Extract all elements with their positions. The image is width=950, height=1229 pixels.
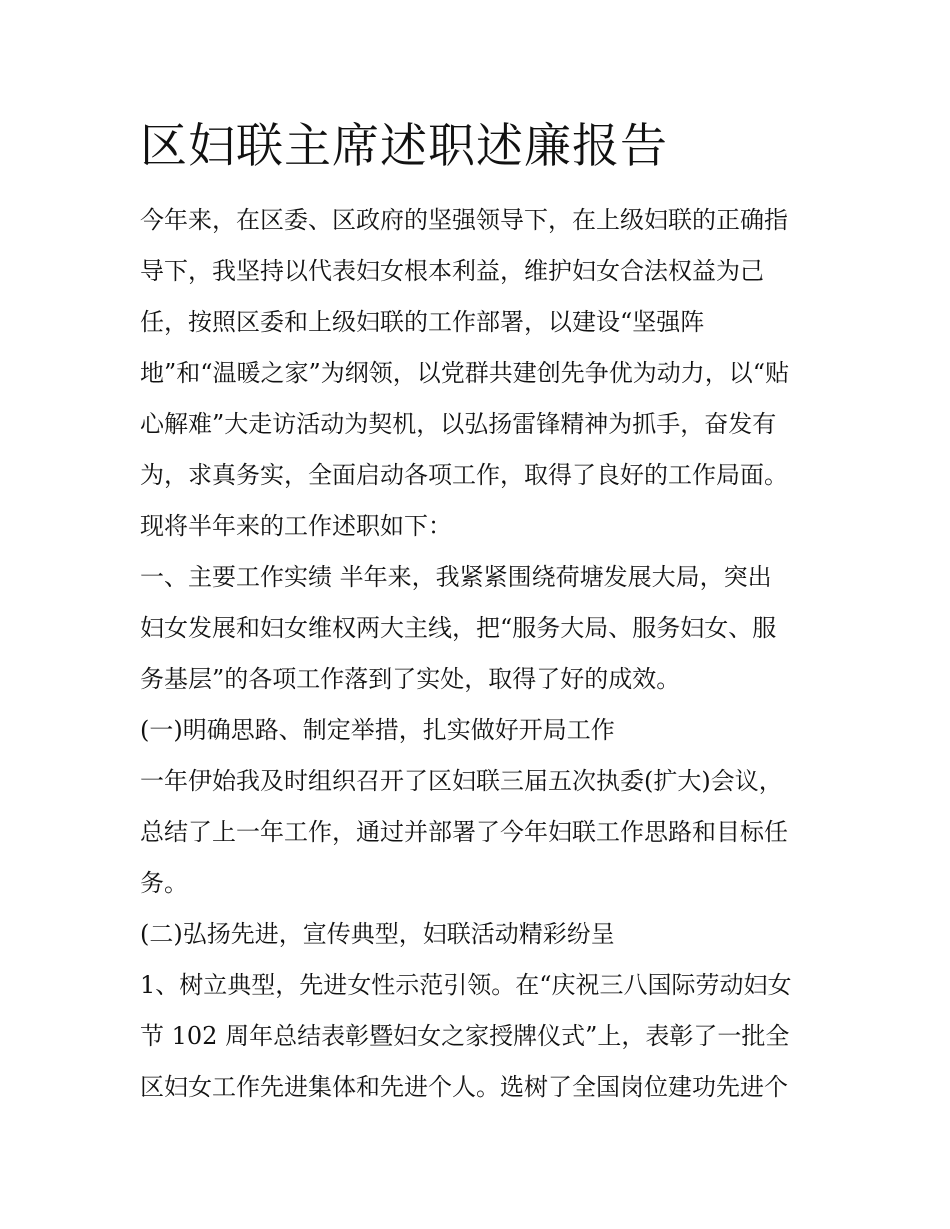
body-line: 今年来，在区委、区政府的坚强领导下，在上级妇联的正确指 xyxy=(140,206,788,234)
subsection-heading: (二)弘扬先进，宣传典型，妇联活动精彩纷呈 xyxy=(140,920,615,948)
body-line: 现将半年来的工作述职如下： xyxy=(140,512,452,540)
body-line: 节 102 周年总结表彰暨妇女之家授牌仪式”上，表彰了一批全 xyxy=(140,1022,790,1050)
section-heading: 一、主要工作实绩 半年来，我紧紧围绕荷塘发展大局，突出 xyxy=(140,563,772,591)
subsection-heading: (一)明确思路、制定举措，扎实做好开局工作 xyxy=(140,716,615,744)
body-line: 地”和“温暖之家”为纲领，以党群共建创先争优为动力，以“贴 xyxy=(140,359,790,387)
body-line: 导下，我坚持以代表妇女根本利益，维护妇女合法权益为己 xyxy=(140,257,764,285)
body-line: 为，求真务实，全面启动各项工作，取得了良好的工作局面。 xyxy=(140,461,788,489)
body-line: 心解难”大走访活动为契机，以弘扬雷锋精神为抓手，奋发有 xyxy=(140,410,777,438)
body-line: 务。 xyxy=(140,869,188,897)
body-line: 一年伊始我及时组织召开了区妇联三届五次执委(扩大)会议， xyxy=(140,767,783,795)
body-line: 1、树立典型，先进女性示范引领。在“庆祝三八国际劳动妇女 xyxy=(140,971,792,999)
body-line: 任，按照区委和上级妇联的工作部署，以建设“坚强阵 xyxy=(140,308,705,336)
document-title: 区妇联主席述职述廉报告 xyxy=(140,119,668,174)
body-line: 务基层”的各项工作落到了实处，取得了好的成效。 xyxy=(140,665,681,693)
body-line: 总结了上一年工作，通过并部署了今年妇联工作思路和目标任 xyxy=(140,818,788,846)
body-line: 区妇女工作先进集体和先进个人。选树了全国岗位建功先进个 xyxy=(140,1073,788,1101)
body-line: 妇女发展和妇女维权两大主线，把“服务大局、服务妇女、服 xyxy=(140,614,777,642)
